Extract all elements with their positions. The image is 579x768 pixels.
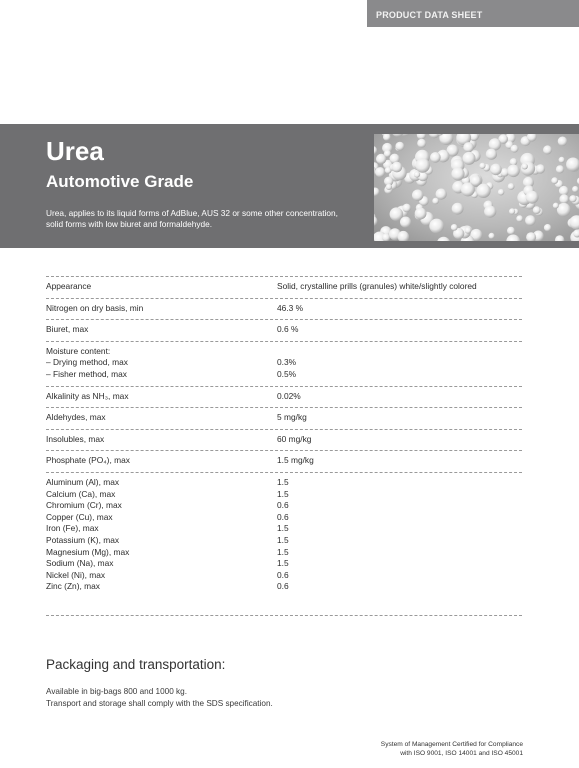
spec-label: Appearance [46, 281, 92, 291]
spec-value: 0.6 [277, 581, 289, 592]
packaging-line: Transport and storage shall comply with the SDS specification. [46, 699, 273, 708]
spec-label: Magnesium (Mg), max [46, 546, 130, 557]
prill-granule [516, 215, 523, 222]
certification-line: System of Management Certified for Compliance [380, 741, 523, 748]
prill-granule [569, 195, 576, 202]
packaging-heading: Packaging and transportation: [46, 657, 226, 672]
prill-granule [451, 167, 464, 180]
spec-label: Nitrogen on dry basis, min [46, 302, 144, 313]
prill-granule [479, 163, 485, 169]
prill-granule [558, 137, 568, 147]
prill-granule [374, 188, 380, 197]
spec-value: Solid, crystalline prills (granules) white/slightly colored [277, 281, 477, 291]
spec-row-appearance [46, 276, 522, 299]
spec-value: 0.6 [277, 500, 289, 511]
spec-value: 0.5% [277, 368, 297, 379]
prill-granule [486, 149, 497, 160]
spec-value: 46.3 % [277, 302, 304, 313]
spec-label: Aldehydes, max [46, 412, 106, 423]
prill-granule [470, 175, 481, 186]
spec-label: Phosphate (PO₄), max [46, 455, 130, 466]
prill-granule [432, 198, 439, 205]
spec-value-group [277, 346, 522, 381]
certification-note [381, 740, 523, 758]
prill-granule [415, 208, 427, 220]
spec-value: 60 mg/kg [277, 433, 312, 444]
prill-granule [559, 186, 569, 196]
spec-value: 0.6 % [277, 324, 299, 335]
spec-value: 1.5 [277, 558, 289, 569]
spec-value: 1.5 [277, 546, 289, 557]
prill-granule [555, 235, 564, 241]
prill-granule [526, 191, 539, 204]
prill-granule [498, 189, 504, 195]
product-title: Urea [46, 136, 104, 166]
prill-granule [508, 183, 515, 190]
prill-granule [533, 206, 541, 214]
prill-granule [374, 146, 377, 155]
prill-granule [572, 186, 578, 192]
prill-granule [522, 163, 528, 169]
prill-granule [417, 139, 426, 148]
prill-granule [556, 165, 564, 173]
prill-granule [553, 203, 559, 209]
spec-value: 0.3% [277, 357, 297, 368]
certification-line: with ISO 9001, ISO 14001 and ISO 45001 [400, 750, 523, 757]
spec-value: 0.6 [277, 569, 289, 580]
spec-spacer [277, 346, 522, 358]
prill-granule [551, 177, 558, 184]
prill-granule [525, 215, 536, 226]
prill-granule [476, 184, 490, 198]
urea-prills-image [374, 134, 579, 241]
spec-label: Moisture content: [46, 345, 111, 356]
prill-granule [451, 224, 458, 231]
spec-value: 0.02% [277, 390, 301, 401]
prill-granule [559, 157, 565, 163]
spec-label: Insolubles, max [46, 433, 105, 444]
spec-value: 1.5 [277, 488, 289, 499]
spec-label: Biuret, max [46, 324, 89, 335]
spec-value: 1.5 [277, 476, 289, 487]
prill-granule [506, 235, 520, 242]
prill-granule [484, 206, 496, 218]
spec-label: Calcium (Ca), max [46, 488, 116, 499]
spec-label: Copper (Cu), max [46, 511, 113, 522]
spec-label: Nickel (Ni), max [46, 569, 106, 580]
spec-row-insolubles [46, 430, 522, 452]
prill-granule [375, 167, 385, 177]
spec-label: Aluminum (Al), max [46, 476, 120, 487]
prill-granule [439, 134, 453, 145]
prill-granule [507, 227, 515, 235]
metal-values [277, 477, 522, 593]
prill-granule [536, 164, 545, 173]
product-banner [0, 124, 579, 248]
prill-granule [376, 154, 386, 164]
spec-label: – Drying method, max [46, 357, 128, 368]
spec-row-nitrogen [46, 299, 522, 321]
prill-granule [490, 164, 502, 176]
spec-label: Zinc (Zn), max [46, 581, 100, 592]
spec-label: Sodium (Na), max [46, 558, 114, 569]
prill-granule [417, 134, 426, 140]
spec-value: 1.5 [277, 523, 289, 534]
prill-granule [557, 203, 571, 217]
prill-granule [489, 233, 495, 239]
spec-row-phosphate [46, 451, 522, 473]
prill-granule [509, 208, 515, 214]
prill-granule [559, 194, 569, 204]
spec-value: 0.6 [277, 511, 289, 522]
prill-granule [392, 162, 403, 173]
prill-granule [400, 217, 411, 228]
specification-table [46, 276, 522, 616]
product-description: Urea, applies to its liquid forms of AdBlue, AUS 32 or some other concentration, solid forms with low biuret and formaldehyde. [46, 208, 338, 229]
spec-label-group [46, 346, 277, 381]
prill-granule [402, 204, 411, 213]
prill-granule [395, 142, 404, 151]
prill-granule [463, 142, 473, 152]
prill-granule [566, 158, 579, 172]
prill-granule [414, 172, 420, 178]
prill-granule [436, 189, 447, 200]
prill-granule [543, 145, 552, 154]
spec-label: Chromium (Cr), max [46, 500, 122, 511]
prill-granule [416, 158, 430, 172]
prill-granule [437, 237, 450, 241]
prill-granule [386, 184, 392, 190]
spec-row-aldehydes [46, 408, 522, 430]
spec-row-metals [46, 473, 522, 616]
product-subtitle: Automotive Grade [46, 172, 194, 191]
prill-granule [465, 227, 472, 234]
prill-granule [507, 165, 520, 178]
prill-granule [374, 216, 378, 226]
spec-value: 5 mg/kg [277, 412, 307, 423]
spec-label: – Fisher method, max [46, 368, 127, 379]
packaging-line: Available in big-bags 800 and 1000 kg. [46, 687, 187, 696]
spec-label: Alkalinity as NH₃, max [46, 390, 129, 401]
prill-granule [511, 145, 519, 153]
prill-granule [544, 224, 551, 231]
prill-granule [463, 152, 476, 165]
spec-label: Potassium (K), max [46, 534, 120, 545]
spec-label: Iron (Fe), max [46, 523, 99, 534]
spec-value: 1.5 [277, 534, 289, 545]
prill-granule [383, 134, 391, 141]
prill-granule [429, 219, 444, 234]
spec-value: 1.5 mg/kg [277, 455, 314, 466]
packaging-notes [46, 686, 273, 710]
spec-row-biuret [46, 320, 522, 342]
metal-labels [46, 477, 277, 593]
prill-granule [430, 152, 441, 163]
spec-row-moisture [46, 342, 522, 387]
spec-row-alkalinity [46, 387, 522, 409]
prill-granule [412, 190, 423, 201]
prill-granule [452, 203, 464, 215]
product-data-sheet-tab: PRODUCT DATA SHEET [367, 0, 579, 27]
